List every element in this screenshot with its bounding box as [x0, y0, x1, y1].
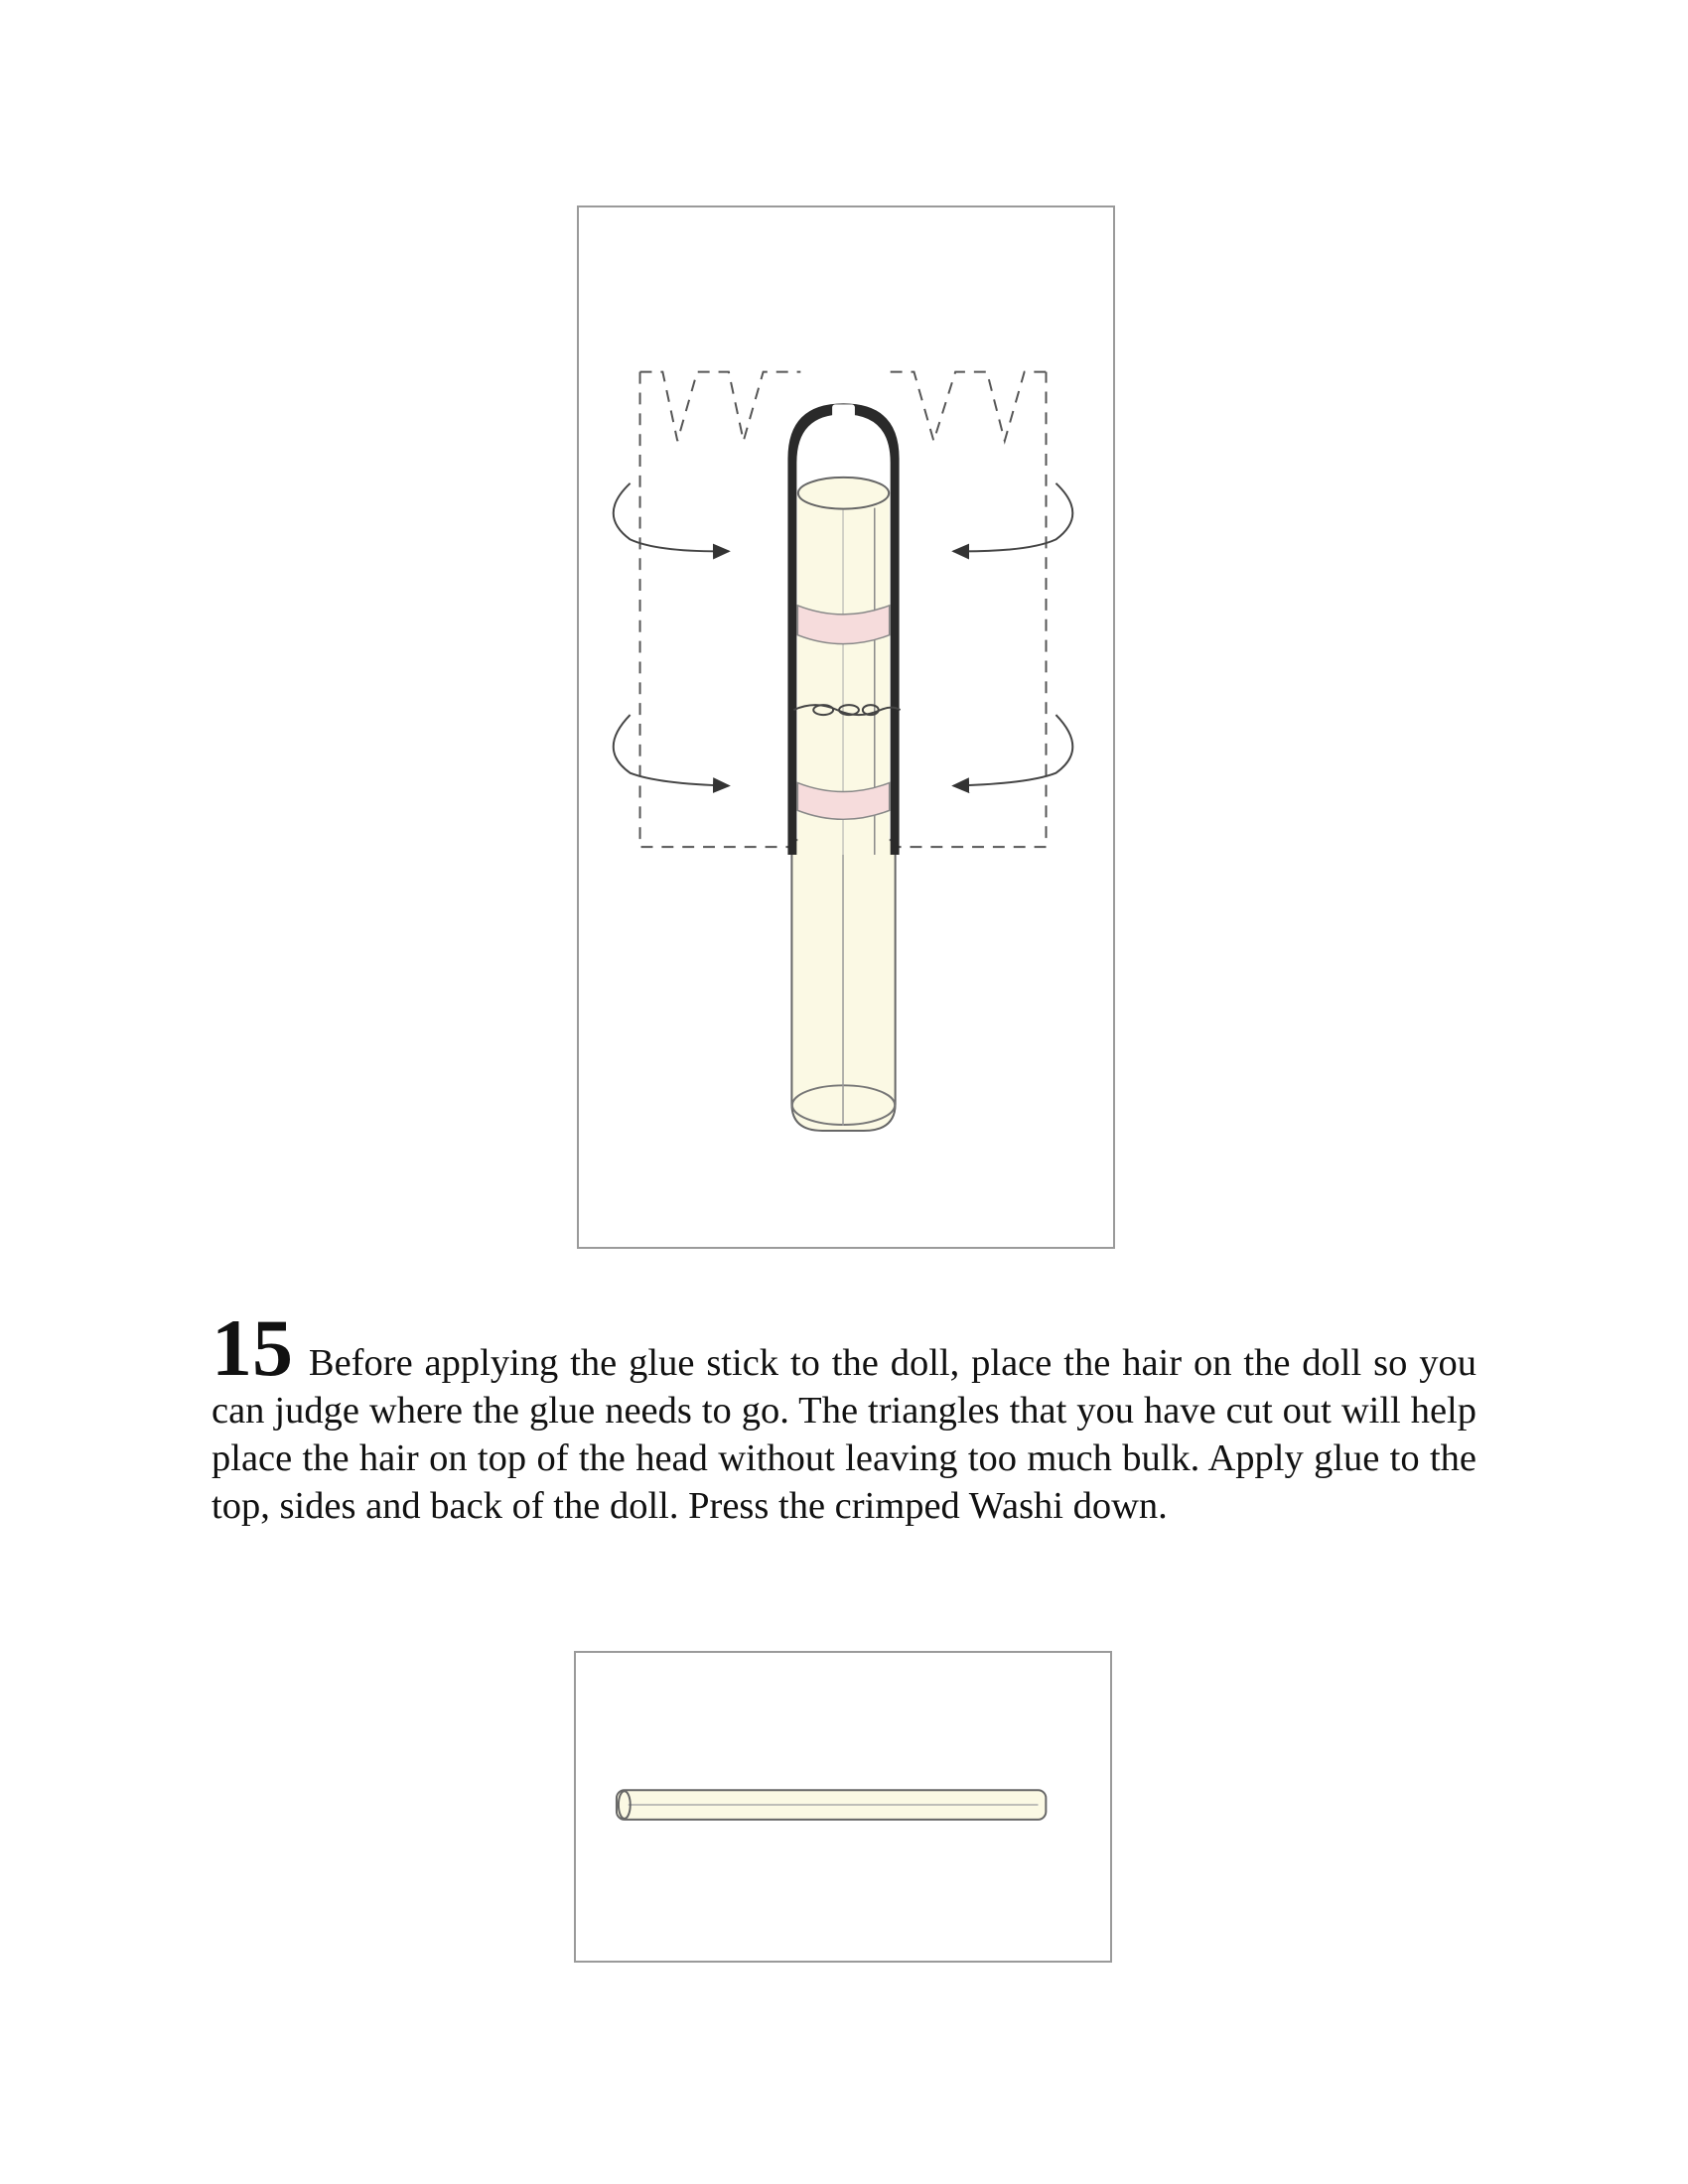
step-instruction [211, 1302, 1477, 1530]
doll-body [791, 840, 895, 1131]
step-text: Before applying the glue stick to the doll, place the hair on the doll so you can judge where the glue needs to go. The triangles that you have cut out will help place the hair on top of the head without leaving too much bulk. Apply glue to the top, sides and back of the doll. Press the crimped Washi down. [211, 1342, 1477, 1527]
hair-notch [832, 404, 855, 418]
doll-horizontal-illustration [574, 1651, 1112, 1963]
step-number: 15 [211, 1302, 293, 1393]
doll-hair-illustration [577, 205, 1115, 1249]
doll-hair-drawing [579, 207, 1113, 1247]
rod-icon [576, 1653, 1110, 1961]
